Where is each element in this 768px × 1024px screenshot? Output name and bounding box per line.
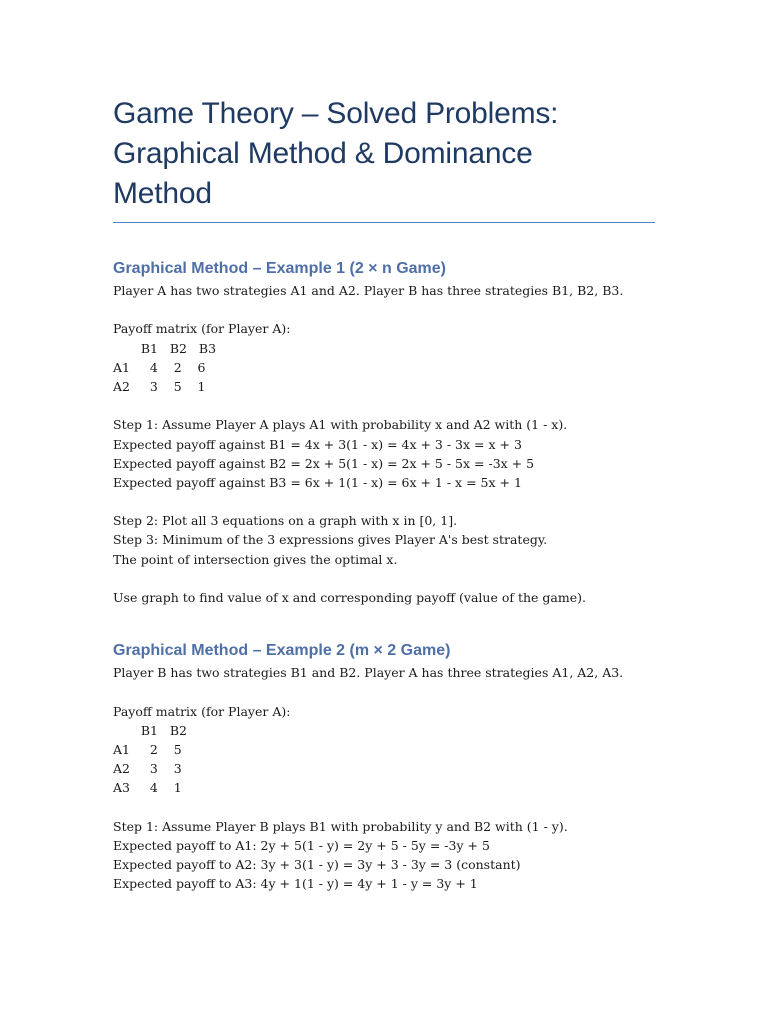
- text-line: Expected payoff to A1: 2y + 5(1 - y) = 2y + 5 - 5y = -3y + 5: [113, 837, 490, 853]
- text-line: Expected payoff against B2 = 2x + 5(1 - x) = 2x + 5 - 5x = -3x + 5: [113, 455, 535, 471]
- section-heading-example-1: Graphical Method – Example 1 (2 × n Game): [113, 260, 446, 277]
- section-body-example-1: [113, 281, 655, 607]
- text-line: A2 3 5 1: [113, 378, 206, 394]
- blank-line: [113, 569, 655, 588]
- text-line: Step 1: Assume Player B plays B1 with probability y and B2 with (1 - y).: [113, 818, 568, 834]
- title-line-3: Method: [113, 177, 212, 210]
- text-line: B1 B2: [113, 722, 188, 738]
- section-heading-example-2: Graphical Method – Example 2 (m × 2 Game): [113, 642, 451, 660]
- text-line: A3 4 1: [113, 780, 182, 796]
- blank-line: [113, 396, 655, 415]
- blank-line: [113, 492, 655, 511]
- text-line: Payoff matrix (for Player A):: [113, 703, 291, 719]
- text-line: Use graph to find value of x and corresponding payoff (value of the game).: [113, 590, 586, 605]
- text-line: Payoff matrix (for Player A):: [113, 321, 291, 337]
- text-line: Player B has two strategies B1 and B2. Player A has three strategies A1, A2, A3.: [113, 665, 624, 681]
- text-line: A1 4 2 6: [113, 359, 206, 375]
- text-line: Expected payoff to A3: 4y + 1(1 - y) = 4y + 1 - y = 3y + 1: [113, 876, 478, 892]
- document-page: [113, 0, 655, 893]
- text-line: A2 3 3: [113, 761, 182, 777]
- text-line: Step 3: Minimum of the 3 expressions gives Player A's best strategy.: [113, 532, 548, 548]
- document-title: [113, 0, 655, 214]
- text-line: The point of intersection gives the optimal x.: [113, 551, 398, 567]
- blank-line: [113, 300, 655, 319]
- text-line: Expected payoff against B1 = 4x + 3(1 - x) = 4x + 3 - 3x = x + 3: [113, 436, 522, 452]
- text-line: Player A has two strategies A1 and A2. Player B has three strategies B1, B2, B3.: [113, 283, 624, 298]
- text-line: A1 2 5: [113, 741, 182, 757]
- text-line: Expected payoff to A2: 3y + 3(1 - y) = 3y + 3 - 3y = 3 (constant): [113, 857, 521, 873]
- text-line: Step 2: Plot all 3 equations on a graph with x in [0, 1].: [113, 513, 458, 529]
- text-line: Expected payoff against B3 = 6x + 1(1 - x) = 6x + 1 - x = 5x + 1: [113, 474, 522, 490]
- text-line: B1 B2 B3: [113, 340, 217, 356]
- title-line-2: Graphical Method & Dominance: [113, 137, 533, 170]
- title-line-1: Game Theory – Solved Problems:: [113, 97, 559, 130]
- text-line: Step 1: Assume Player A plays A1 with probability x and A2 with (1 - x).: [113, 417, 568, 433]
- section-body-example-2: [113, 663, 655, 893]
- blank-line: [113, 682, 655, 701]
- title-divider: [113, 222, 655, 223]
- blank-line: [113, 798, 655, 817]
